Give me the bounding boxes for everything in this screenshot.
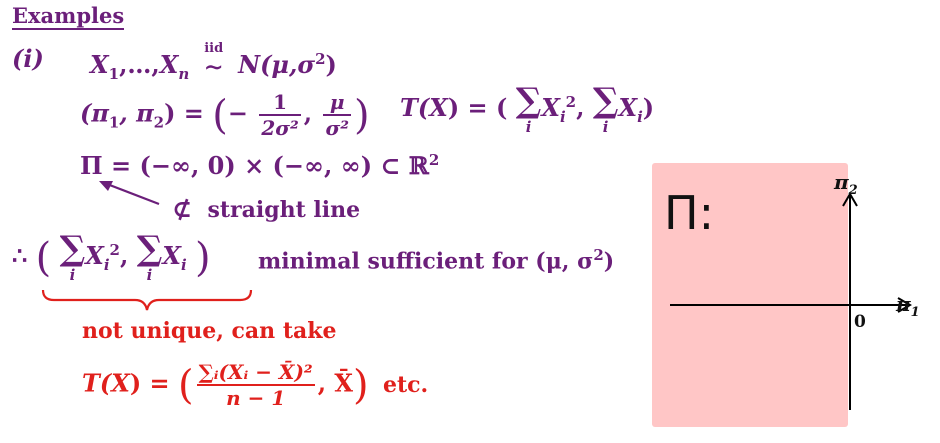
underbrace xyxy=(40,288,254,314)
line-alternative-statistic: T(X) = ( $\frac{\text{∑ᵢ(Xᵢ − X̄)²}}{n - 1}$ , X̄) etc. xyxy=(82,360,429,410)
axis-y-label: $\pi_2$ xyxy=(834,170,858,198)
line-natural-params: ($\pi_1$, $\pi_2$) = (− $\frac{1}{\text{2σ²}}$ , $\frac{\mu}{\text{σ²}}$ ) xyxy=(80,90,370,140)
figure-pi-label: Π: xyxy=(664,186,715,240)
item-label: (i) xyxy=(12,44,44,73)
line-iid-normal: $X_1,\dots,X_n$ iid ∼ $N(\mu,\sigma^2)$ xyxy=(90,41,337,83)
origin-label: 0 xyxy=(854,312,866,332)
axis-x-label: $\pi_1$ xyxy=(896,292,920,320)
line-minimal-sufficient-text: minimal sufficient for (μ, $\sigma^2$) xyxy=(258,246,615,275)
annotation-arrow xyxy=(95,178,165,210)
line-parameter-space: Π = (−∞, 0) × (−∞, ∞) ⊂ ℝ$^2$ xyxy=(80,151,440,180)
heading: Examples xyxy=(12,3,125,28)
line-not-straight-line: ⊄ straight line xyxy=(172,194,361,223)
note-not-unique: not unique, can take xyxy=(82,318,337,344)
line-minimal-sufficient: ∴ ( ∑ i $X_i^2$, ∑ i $X_i$ ) xyxy=(12,229,211,284)
line-statistic: T(X) = ( ∑ i $X_i^2$, ∑ i $X_i$) xyxy=(400,81,655,136)
